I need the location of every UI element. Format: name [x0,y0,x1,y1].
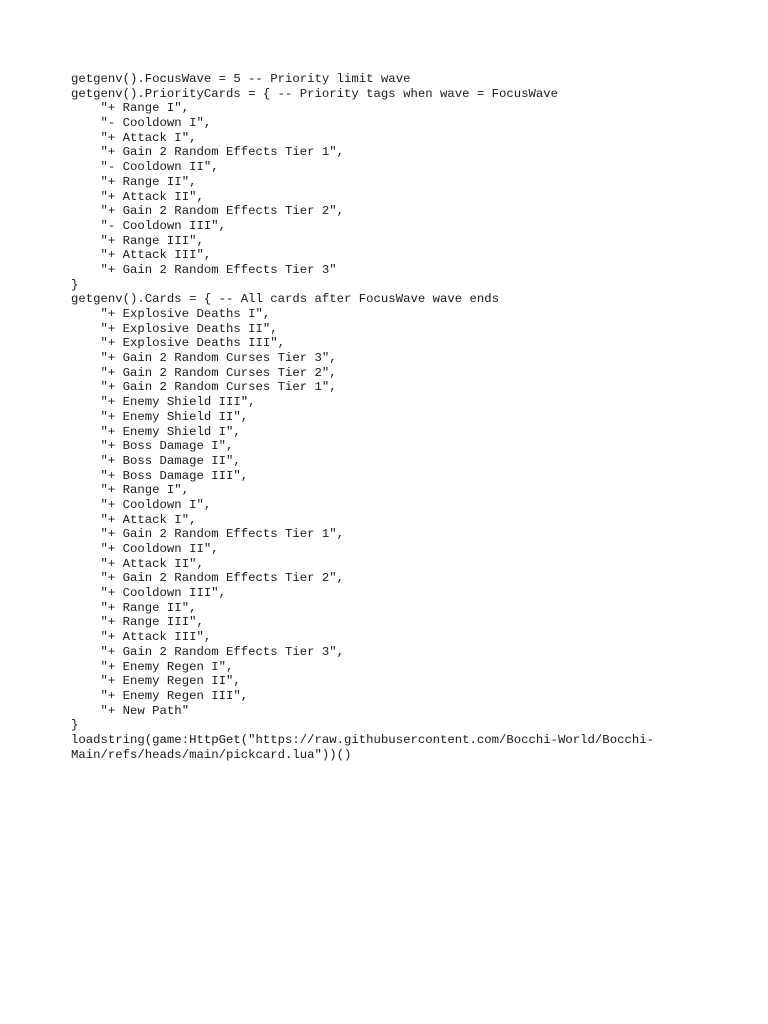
code-line: "+ New Path" [71,703,190,718]
code-line: "+ Enemy Regen III", [71,688,249,703]
code-line: "- Cooldown II", [71,160,219,175]
code-line: "+ Attack I", [71,130,197,145]
code-line: "+ Attack III", [71,248,212,263]
code-line: "+ Attack II", [71,556,204,571]
code-line: "+ Gain 2 Random Curses Tier 3", [71,351,337,366]
code-line: "+ Gain 2 Random Effects Tier 2", [71,204,345,219]
code-line: "+ Cooldown I", [71,497,212,512]
code-line: "+ Range II", [71,600,197,615]
code-line: "+ Explosive Deaths III", [71,336,286,351]
code-line: "+ Attack II", [71,189,204,204]
code-block [71,72,711,762]
code-line: loadstring(game:HttpGet("https://raw.githubusercontent.com/Bocchi-World/Bocchi- [71,732,654,747]
code-line: "+ Cooldown III", [71,586,226,601]
code-line: "+ Attack III", [71,630,212,645]
code-line: } [71,277,79,292]
code-line: "+ Gain 2 Random Effects Tier 3", [71,644,345,659]
code-line: "- Cooldown I", [71,116,212,131]
code-line: getgenv().PriorityCards = { -- Priority tags when wave = FocusWave [71,86,559,101]
code-line: getgenv().FocusWave = 5 -- Priority limit wave [71,72,411,86]
code-line: "+ Range II", [71,174,197,189]
code-line: "+ Gain 2 Random Curses Tier 2", [71,365,337,380]
code-line: "+ Enemy Shield I", [71,424,241,439]
code-line: "+ Gain 2 Random Effects Tier 2", [71,571,345,586]
code-line: "+ Cooldown II", [71,542,219,556]
code-line: "+ Enemy Regen II", [71,674,241,689]
code-line: "+ Boss Damage III", [71,468,249,483]
code-line: "+ Range I", [71,483,190,498]
code-line: "+ Enemy Regen I", [71,659,234,674]
code-line: "+ Explosive Deaths II", [71,321,278,336]
code-line: "+ Gain 2 Random Curses Tier 1", [71,380,337,395]
code-line: "+ Boss Damage I", [71,439,234,454]
code-line: getgenv().Cards = { -- All cards after FocusWave wave ends [71,292,500,307]
code-line: "+ Gain 2 Random Effects Tier 1", [71,527,345,542]
code-line: "+ Enemy Shield II", [71,409,249,424]
code-line: "+ Boss Damage II", [71,453,241,468]
code-line: "+ Explosive Deaths I", [71,307,271,321]
code-line: "+ Enemy Shield III", [71,395,256,410]
code-line: "+ Range I", [71,101,190,116]
code-line: "+ Range III", [71,615,204,630]
code-line: "+ Attack I", [71,512,197,527]
code-line: "+ Gain 2 Random Effects Tier 1", [71,145,345,160]
code-line: "+ Gain 2 Random Effects Tier 3" [71,262,337,277]
code-line: Main/refs/heads/main/pickcard.lua"))() [71,747,352,762]
code-line: "- Cooldown III", [71,218,226,233]
code-line: } [71,718,79,733]
code-line: "+ Range III", [71,233,204,248]
